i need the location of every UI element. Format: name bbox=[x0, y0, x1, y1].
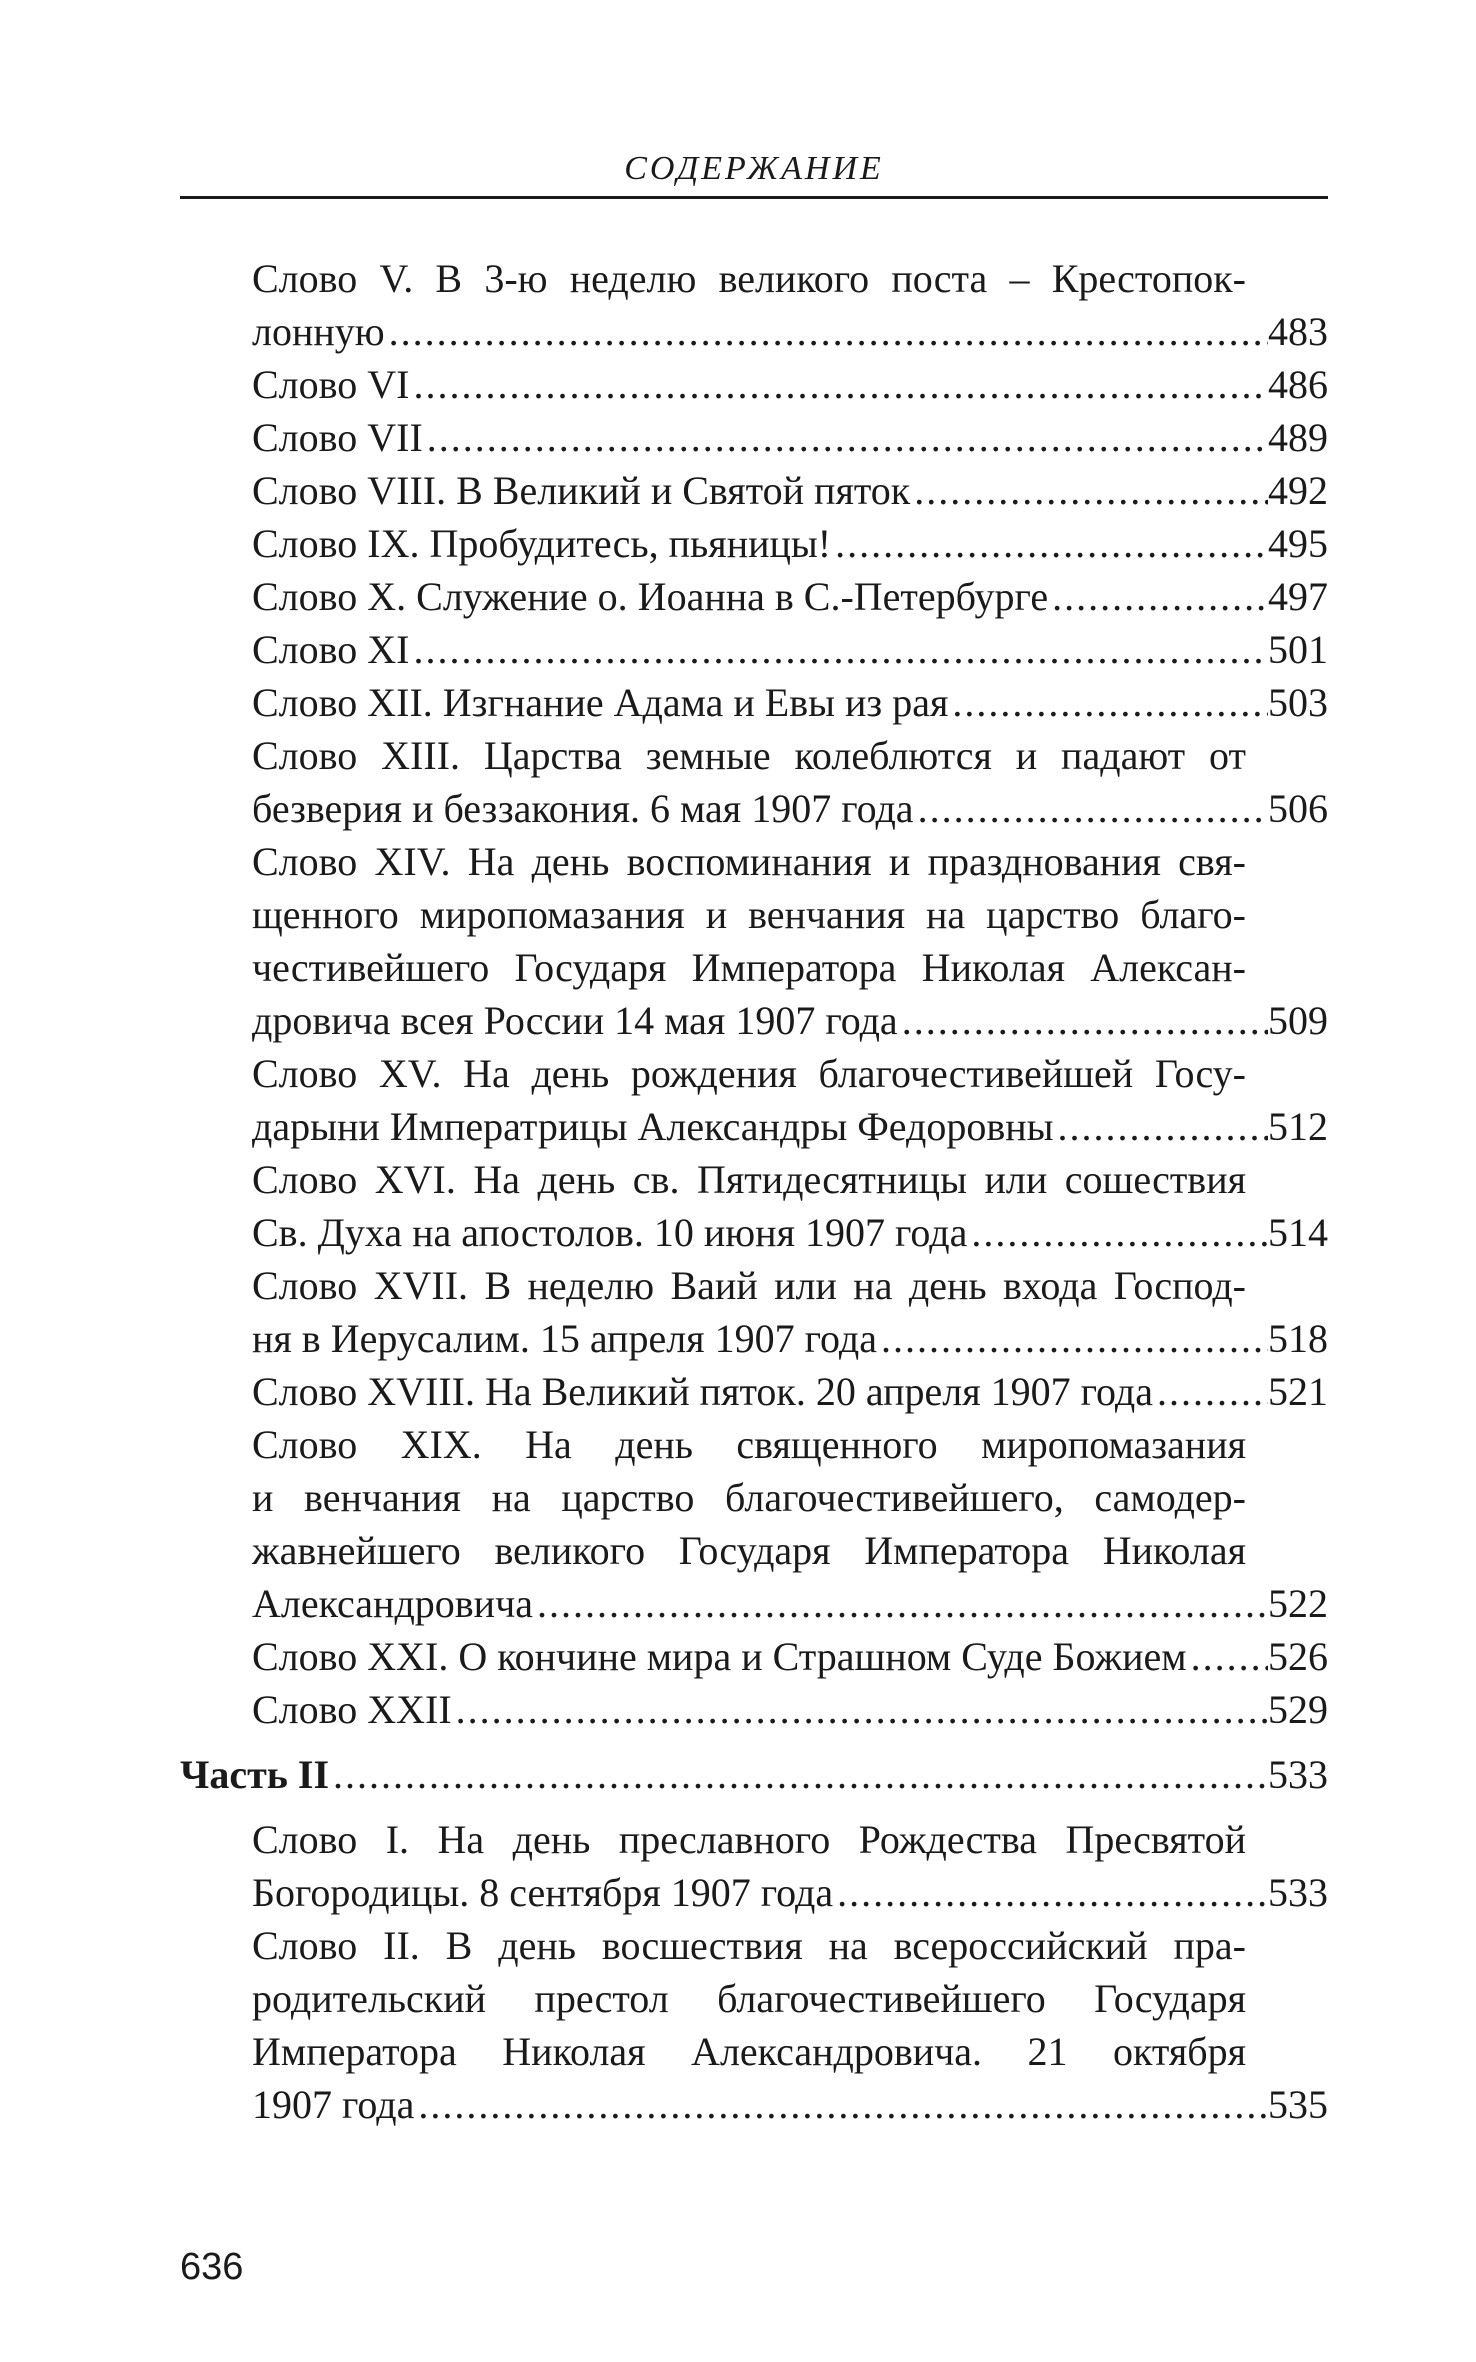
dot-leader bbox=[833, 1866, 1268, 1919]
toc-entry-line: Слово XV. На день рождения благочестивейшей Госу- bbox=[252, 1051, 1246, 1096]
toc-page-ref: 489 bbox=[1268, 415, 1328, 460]
toc-page-ref: 518 bbox=[1268, 1316, 1328, 1361]
toc-entry-title: Часть II bbox=[180, 1752, 330, 1797]
toc-entry-title: Слово VIII. В Великий и Святой пяток bbox=[252, 468, 911, 513]
dot-leader bbox=[898, 994, 1268, 1047]
toc-entry bbox=[180, 1259, 1328, 1365]
toc-page-ref: 495 bbox=[1268, 521, 1328, 566]
dot-leader bbox=[409, 623, 1268, 676]
toc-entry bbox=[180, 676, 1328, 729]
toc-entry-title: 1907 года bbox=[252, 2082, 415, 2127]
dot-leader bbox=[385, 305, 1268, 358]
toc-entry-title: Слово VI bbox=[252, 362, 410, 407]
toc-entry-title: Слово XXI. О кончине мира и Страшном Суде Божием bbox=[252, 1634, 1187, 1679]
toc-entry-title: Слово XVIII. На Великий пяток. 20 апреля 1907 года bbox=[252, 1369, 1153, 1414]
toc-entry-last-line bbox=[180, 1577, 1328, 1630]
dot-leader bbox=[914, 782, 1268, 835]
dot-leader bbox=[1153, 1365, 1268, 1418]
toc-entry-last-line bbox=[180, 782, 1328, 835]
toc-entry bbox=[180, 729, 1328, 835]
toc-entry-last-line bbox=[180, 623, 1328, 676]
toc-entry bbox=[180, 570, 1328, 623]
toc-entry bbox=[180, 1683, 1328, 1736]
toc-entry-title: Слово XXII bbox=[252, 1687, 452, 1732]
dot-leader bbox=[329, 1748, 1268, 1801]
toc-entry-title: Слово VII bbox=[252, 415, 423, 460]
toc-entry-last-line bbox=[180, 1683, 1328, 1736]
toc-entry bbox=[180, 1630, 1328, 1683]
toc-entry-line: Слово XVII. В неделю Ваий или на день входа Господ- bbox=[252, 1263, 1246, 1308]
toc-entry bbox=[180, 464, 1328, 517]
toc-page-ref: 506 bbox=[1268, 786, 1328, 831]
toc-entry-line: Слово XIII. Царства земные колеблются и падают от bbox=[252, 733, 1246, 778]
toc-page-ref: 535 bbox=[1268, 2082, 1328, 2127]
toc-entry-line: Слово XIV. На день воспоминания и празднования свя- bbox=[252, 839, 1246, 884]
toc-entry-line: щенного миропомазания и венчания на царство благо- bbox=[252, 892, 1246, 937]
toc-entry-title: Александровича bbox=[252, 1581, 533, 1626]
toc-entry-line: родительский престол благочестивейшего Государя bbox=[252, 1976, 1246, 2021]
toc-page-ref: 512 bbox=[1268, 1104, 1328, 1149]
toc-entry bbox=[180, 835, 1328, 1047]
toc-entry-title: Слово IX. Пробудитесь, пьяницы! bbox=[252, 521, 832, 566]
toc-entry bbox=[180, 1153, 1328, 1259]
dot-leader bbox=[948, 676, 1268, 729]
toc-entry-last-line bbox=[180, 2078, 1328, 2131]
page-number: 636 bbox=[180, 2246, 244, 2288]
toc-entry bbox=[180, 358, 1328, 411]
toc-page-ref: 486 bbox=[1268, 362, 1328, 407]
toc-entry-title: лонную bbox=[252, 309, 385, 354]
toc-entry-last-line bbox=[180, 411, 1328, 464]
toc-entry-last-line bbox=[180, 464, 1328, 517]
toc-entry bbox=[180, 411, 1328, 464]
toc-page-ref: 514 bbox=[1268, 1210, 1328, 1255]
toc-entry bbox=[180, 517, 1328, 570]
dot-leader bbox=[967, 1206, 1268, 1259]
dot-leader bbox=[877, 1312, 1268, 1365]
toc-entry-line: Слово II. В день восшествия на всероссийский пра- bbox=[252, 1923, 1246, 1968]
toc-entry-last-line bbox=[180, 1365, 1328, 1418]
dot-leader bbox=[423, 411, 1268, 464]
toc-page-ref: 501 bbox=[1268, 627, 1328, 672]
toc-entry-line: Слово XVI. На день св. Пятидесятницы или сошествия bbox=[252, 1157, 1246, 1202]
running-head: СОДЕРЖАНИЕ bbox=[624, 150, 884, 187]
toc-entry bbox=[180, 1418, 1328, 1630]
toc-entry-last-line bbox=[180, 358, 1328, 411]
toc-entry-last-line bbox=[180, 994, 1328, 1047]
toc-page-ref: 509 bbox=[1268, 998, 1328, 1043]
toc-page-ref: 521 bbox=[1268, 1369, 1328, 1414]
toc-entry-line: Слово XIX. На день священного миропомазания bbox=[252, 1422, 1246, 1467]
dot-leader bbox=[533, 1577, 1268, 1630]
dot-leader bbox=[910, 464, 1268, 517]
toc-entry-line: честивейшего Государя Императора Николая Алексан- bbox=[252, 945, 1246, 990]
toc-entry-title: ня в Иерусалим. 15 апреля 1907 года bbox=[252, 1316, 877, 1361]
toc-entry-last-line bbox=[180, 305, 1328, 358]
toc-entry bbox=[180, 1365, 1328, 1418]
toc-entry-title: безверия и беззакония. 6 мая 1907 года bbox=[252, 786, 914, 831]
toc-page-ref: 533 bbox=[1268, 1870, 1328, 1915]
toc-entry bbox=[180, 1919, 1328, 2131]
toc-entry bbox=[180, 623, 1328, 676]
toc-entry-last-line bbox=[180, 517, 1328, 570]
toc-entry bbox=[180, 252, 1328, 358]
table-of-contents bbox=[180, 252, 1328, 2131]
toc-page-ref: 533 bbox=[1268, 1752, 1328, 1797]
dot-leader bbox=[1048, 570, 1268, 623]
toc-entry-line: и венчания на царство благочестивейшего, самодер- bbox=[252, 1475, 1246, 1520]
toc-entry-title: Св. Духа на апостолов. 10 июня 1907 года bbox=[252, 1210, 968, 1255]
toc-entry-last-line bbox=[180, 1206, 1328, 1259]
toc-page-ref: 503 bbox=[1268, 680, 1328, 725]
toc-entry-line: Слово I. На день преславного Рождества Пресвятой bbox=[252, 1817, 1246, 1862]
toc-entry-title: Слово XII. Изгнание Адама и Евы из рая bbox=[252, 680, 949, 725]
toc-entry-last-line bbox=[180, 570, 1328, 623]
toc-entry-last-line bbox=[180, 1866, 1328, 1919]
toc-page-ref: 526 bbox=[1268, 1634, 1328, 1679]
toc-entry bbox=[180, 1047, 1328, 1153]
toc-entry bbox=[180, 1813, 1328, 1919]
dot-leader bbox=[414, 2078, 1268, 2131]
toc-entry-line: жавнейшего великого Государя Императора Николая bbox=[252, 1528, 1246, 1573]
dot-leader bbox=[409, 358, 1268, 411]
toc-page-ref: 483 bbox=[1268, 309, 1328, 354]
header-rule bbox=[180, 196, 1328, 199]
dot-leader bbox=[1187, 1630, 1268, 1683]
toc-entry-line: Императора Николая Александровича. 21 октября bbox=[252, 2029, 1246, 2074]
toc-page-ref: 492 bbox=[1268, 468, 1328, 513]
dot-leader bbox=[452, 1683, 1268, 1736]
dot-leader bbox=[831, 517, 1268, 570]
toc-part-heading bbox=[180, 1748, 1328, 1801]
toc-entry-title: Слово X. Служение о. Иоанна в С.-Петербурге bbox=[252, 574, 1049, 619]
toc-entry-title: Богородицы. 8 сентября 1907 года bbox=[252, 1870, 834, 1915]
toc-entry-last-line bbox=[180, 1748, 1328, 1801]
toc-entry-title: дарыни Императрицы Александры Федоровны bbox=[252, 1104, 1054, 1149]
toc-page-ref: 522 bbox=[1268, 1581, 1328, 1626]
toc-entry-title: дровича всея России 14 мая 1907 года bbox=[252, 998, 898, 1043]
toc-page-ref: 497 bbox=[1268, 574, 1328, 619]
toc-entry-line: Слово V. В 3-ю неделю великого поста – Крестопок- bbox=[252, 256, 1246, 301]
toc-entry-last-line bbox=[180, 1630, 1328, 1683]
dot-leader bbox=[1054, 1100, 1268, 1153]
toc-entry-last-line bbox=[180, 1100, 1328, 1153]
toc-page-ref: 529 bbox=[1268, 1687, 1328, 1732]
toc-entry-last-line bbox=[180, 1312, 1328, 1365]
toc-entry-title: Слово XI bbox=[252, 627, 410, 672]
toc-entry-last-line bbox=[180, 676, 1328, 729]
